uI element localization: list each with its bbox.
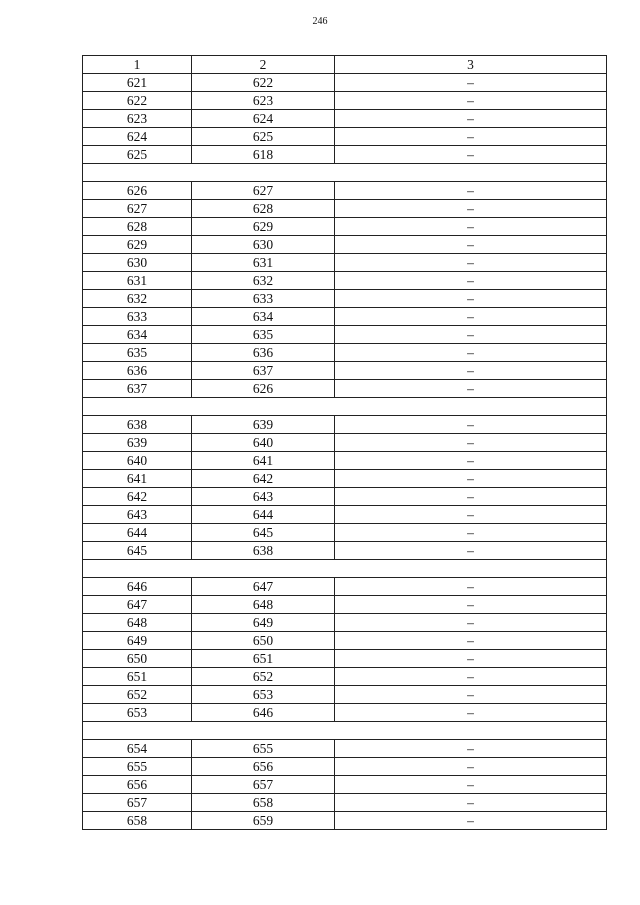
table-cell-col-2: 651 — [192, 650, 335, 668]
table-cell-col-1: 622 — [83, 92, 192, 110]
table-cell-col-2: 643 — [192, 488, 335, 506]
table-cell-col-3: – — [335, 524, 607, 542]
table-row — [83, 776, 607, 794]
table-cell-col-2: 644 — [192, 506, 335, 524]
table-cell-col-2: 628 — [192, 200, 335, 218]
table-cell-col-2: 635 — [192, 326, 335, 344]
table-cell-col-3: – — [335, 596, 607, 614]
table-row — [83, 596, 607, 614]
table-cell-col-1: 636 — [83, 362, 192, 380]
table-row — [83, 74, 607, 92]
table-row — [83, 812, 607, 830]
table-cell-col-2: 642 — [192, 470, 335, 488]
table-cell-col-1: 625 — [83, 146, 192, 164]
group-separator-row — [83, 722, 607, 740]
table-row — [83, 632, 607, 650]
table-cell-col-1: 646 — [83, 578, 192, 596]
table-row — [83, 524, 607, 542]
table-cell-col-3: – — [335, 452, 607, 470]
table-cell-col-1: 630 — [83, 254, 192, 272]
table-cell-col-2: 645 — [192, 524, 335, 542]
table-cell-col-1: 629 — [83, 236, 192, 254]
table-cell-col-2: 624 — [192, 110, 335, 128]
table-cell-col-1: 654 — [83, 740, 192, 758]
table-cell-col-1: 635 — [83, 344, 192, 362]
table-cell-col-3: – — [335, 434, 607, 452]
table-cell-col-3: – — [335, 614, 607, 632]
table-cell-col-1: 621 — [83, 74, 192, 92]
table-row — [83, 650, 607, 668]
table-cell-col-2: 646 — [192, 704, 335, 722]
table-row — [83, 794, 607, 812]
table-row — [83, 344, 607, 362]
separator-cell — [83, 722, 607, 740]
table-cell-col-3: – — [335, 740, 607, 758]
table-row — [83, 614, 607, 632]
table-row — [83, 686, 607, 704]
table-cell-col-1: 639 — [83, 434, 192, 452]
table-cell-col-1: 632 — [83, 290, 192, 308]
table-row — [83, 506, 607, 524]
table-cell-col-1: 633 — [83, 308, 192, 326]
table-cell-col-2: 658 — [192, 794, 335, 812]
page-number: 246 — [312, 16, 328, 27]
table-cell-col-2: 648 — [192, 596, 335, 614]
group-separator-row — [83, 398, 607, 416]
table-cell-col-1: 634 — [83, 326, 192, 344]
table-cell-col-2: 625 — [192, 128, 335, 146]
table-cell-col-3: – — [335, 578, 607, 596]
table-cell-col-1: 657 — [83, 794, 192, 812]
table-cell-col-2: 647 — [192, 578, 335, 596]
table-cell-col-3: – — [335, 794, 607, 812]
table-cell-col-1: 628 — [83, 218, 192, 236]
table-cell-col-1: 640 — [83, 452, 192, 470]
data-table — [82, 55, 607, 830]
table-cell-col-2: 649 — [192, 614, 335, 632]
table-row — [83, 254, 607, 272]
table-cell-col-3: – — [335, 380, 607, 398]
table-cell-col-2: 629 — [192, 218, 335, 236]
table-cell-col-2: 657 — [192, 776, 335, 794]
table-cell-col-2: 639 — [192, 416, 335, 434]
table-cell-col-1: 648 — [83, 614, 192, 632]
table-cell-col-2: 622 — [192, 74, 335, 92]
table-cell-col-3: – — [335, 542, 607, 560]
table-cell-col-3: – — [335, 74, 607, 92]
table-cell-col-1: 647 — [83, 596, 192, 614]
table-cell-col-2: 638 — [192, 542, 335, 560]
table-cell-col-3: – — [335, 254, 607, 272]
table-cell-col-3: – — [335, 236, 607, 254]
table-row — [83, 704, 607, 722]
table-cell-col-2: 632 — [192, 272, 335, 290]
table-row — [83, 452, 607, 470]
table-cell-col-1: 637 — [83, 380, 192, 398]
table-cell-col-3: – — [335, 272, 607, 290]
table-cell-col-3: – — [335, 758, 607, 776]
table-cell-col-3: – — [335, 362, 607, 380]
table-row — [83, 578, 607, 596]
table-cell-col-3: – — [335, 110, 607, 128]
separator-cell — [83, 398, 607, 416]
table-cell-col-3: – — [335, 812, 607, 830]
table-row — [83, 434, 607, 452]
table-cell-col-1: 642 — [83, 488, 192, 506]
table-row — [83, 146, 607, 164]
table-row — [83, 668, 607, 686]
table-cell-col-3: – — [335, 146, 607, 164]
table-cell-col-1: 627 — [83, 200, 192, 218]
header-cell-1: 1 — [83, 56, 192, 74]
table-cell-col-2: 650 — [192, 632, 335, 650]
header-row — [83, 56, 607, 74]
table-cell-col-2: 652 — [192, 668, 335, 686]
table-cell-col-3: – — [335, 776, 607, 794]
table-cell-col-3: – — [335, 416, 607, 434]
table-cell-col-2: 636 — [192, 344, 335, 362]
table-row — [83, 110, 607, 128]
table-cell-col-1: 638 — [83, 416, 192, 434]
table-cell-col-3: – — [335, 290, 607, 308]
header-cell-2: 2 — [192, 56, 335, 74]
table-row — [83, 218, 607, 236]
table-cell-col-3: – — [335, 704, 607, 722]
table-cell-col-2: 627 — [192, 182, 335, 200]
table-cell-col-1: 643 — [83, 506, 192, 524]
table-row — [83, 290, 607, 308]
table-cell-col-2: 655 — [192, 740, 335, 758]
table-cell-col-3: – — [335, 632, 607, 650]
table-cell-col-2: 623 — [192, 92, 335, 110]
table-row — [83, 236, 607, 254]
table-cell-col-2: 634 — [192, 308, 335, 326]
table-cell-col-1: 653 — [83, 704, 192, 722]
table-cell-col-1: 656 — [83, 776, 192, 794]
table-cell-col-2: 618 — [192, 146, 335, 164]
table-cell-col-3: – — [335, 344, 607, 362]
table-cell-col-3: – — [335, 92, 607, 110]
table-cell-col-3: – — [335, 506, 607, 524]
table-cell-col-2: 631 — [192, 254, 335, 272]
table-cell-col-3: – — [335, 200, 607, 218]
table-cell-col-3: – — [335, 326, 607, 344]
table-cell-col-3: – — [335, 668, 607, 686]
table-row — [83, 740, 607, 758]
table-row — [83, 272, 607, 290]
separator-cell — [83, 164, 607, 182]
table-cell-col-1: 626 — [83, 182, 192, 200]
table-cell-col-1: 623 — [83, 110, 192, 128]
table-cell-col-2: 659 — [192, 812, 335, 830]
table-row — [83, 128, 607, 146]
table-cell-col-2: 656 — [192, 758, 335, 776]
table-row — [83, 416, 607, 434]
table-cell-col-3: – — [335, 686, 607, 704]
table-cell-col-1: 650 — [83, 650, 192, 668]
table-row — [83, 182, 607, 200]
table-cell-col-1: 624 — [83, 128, 192, 146]
table-row — [83, 542, 607, 560]
group-separator-row — [83, 164, 607, 182]
table-cell-col-3: – — [335, 470, 607, 488]
table-cell-col-1: 652 — [83, 686, 192, 704]
table-cell-col-3: – — [335, 488, 607, 506]
table-cell-col-1: 655 — [83, 758, 192, 776]
table-row — [83, 200, 607, 218]
table-cell-col-1: 641 — [83, 470, 192, 488]
table-cell-col-1: 651 — [83, 668, 192, 686]
table-cell-col-1: 631 — [83, 272, 192, 290]
table-cell-col-3: – — [335, 218, 607, 236]
group-separator-row — [83, 560, 607, 578]
table-cell-col-2: 626 — [192, 380, 335, 398]
table-cell-col-2: 641 — [192, 452, 335, 470]
table-cell-col-1: 645 — [83, 542, 192, 560]
table-cell-col-1: 658 — [83, 812, 192, 830]
table-row — [83, 488, 607, 506]
table-cell-col-2: 653 — [192, 686, 335, 704]
table-row — [83, 92, 607, 110]
separator-cell — [83, 560, 607, 578]
table-cell-col-3: – — [335, 650, 607, 668]
table-row — [83, 362, 607, 380]
table-row — [83, 326, 607, 344]
table-cell-col-2: 630 — [192, 236, 335, 254]
table-cell-col-2: 637 — [192, 362, 335, 380]
table-cell-col-3: – — [335, 128, 607, 146]
table-row — [83, 380, 607, 398]
table-body — [83, 74, 607, 830]
table-cell-col-3: – — [335, 182, 607, 200]
table-cell-col-2: 640 — [192, 434, 335, 452]
table-cell-col-3: – — [335, 308, 607, 326]
header-cell-3: 3 — [335, 56, 607, 74]
table-row — [83, 758, 607, 776]
table-cell-col-2: 633 — [192, 290, 335, 308]
table-cell-col-1: 644 — [83, 524, 192, 542]
table-row — [83, 470, 607, 488]
table-cell-col-1: 649 — [83, 632, 192, 650]
table-row — [83, 308, 607, 326]
